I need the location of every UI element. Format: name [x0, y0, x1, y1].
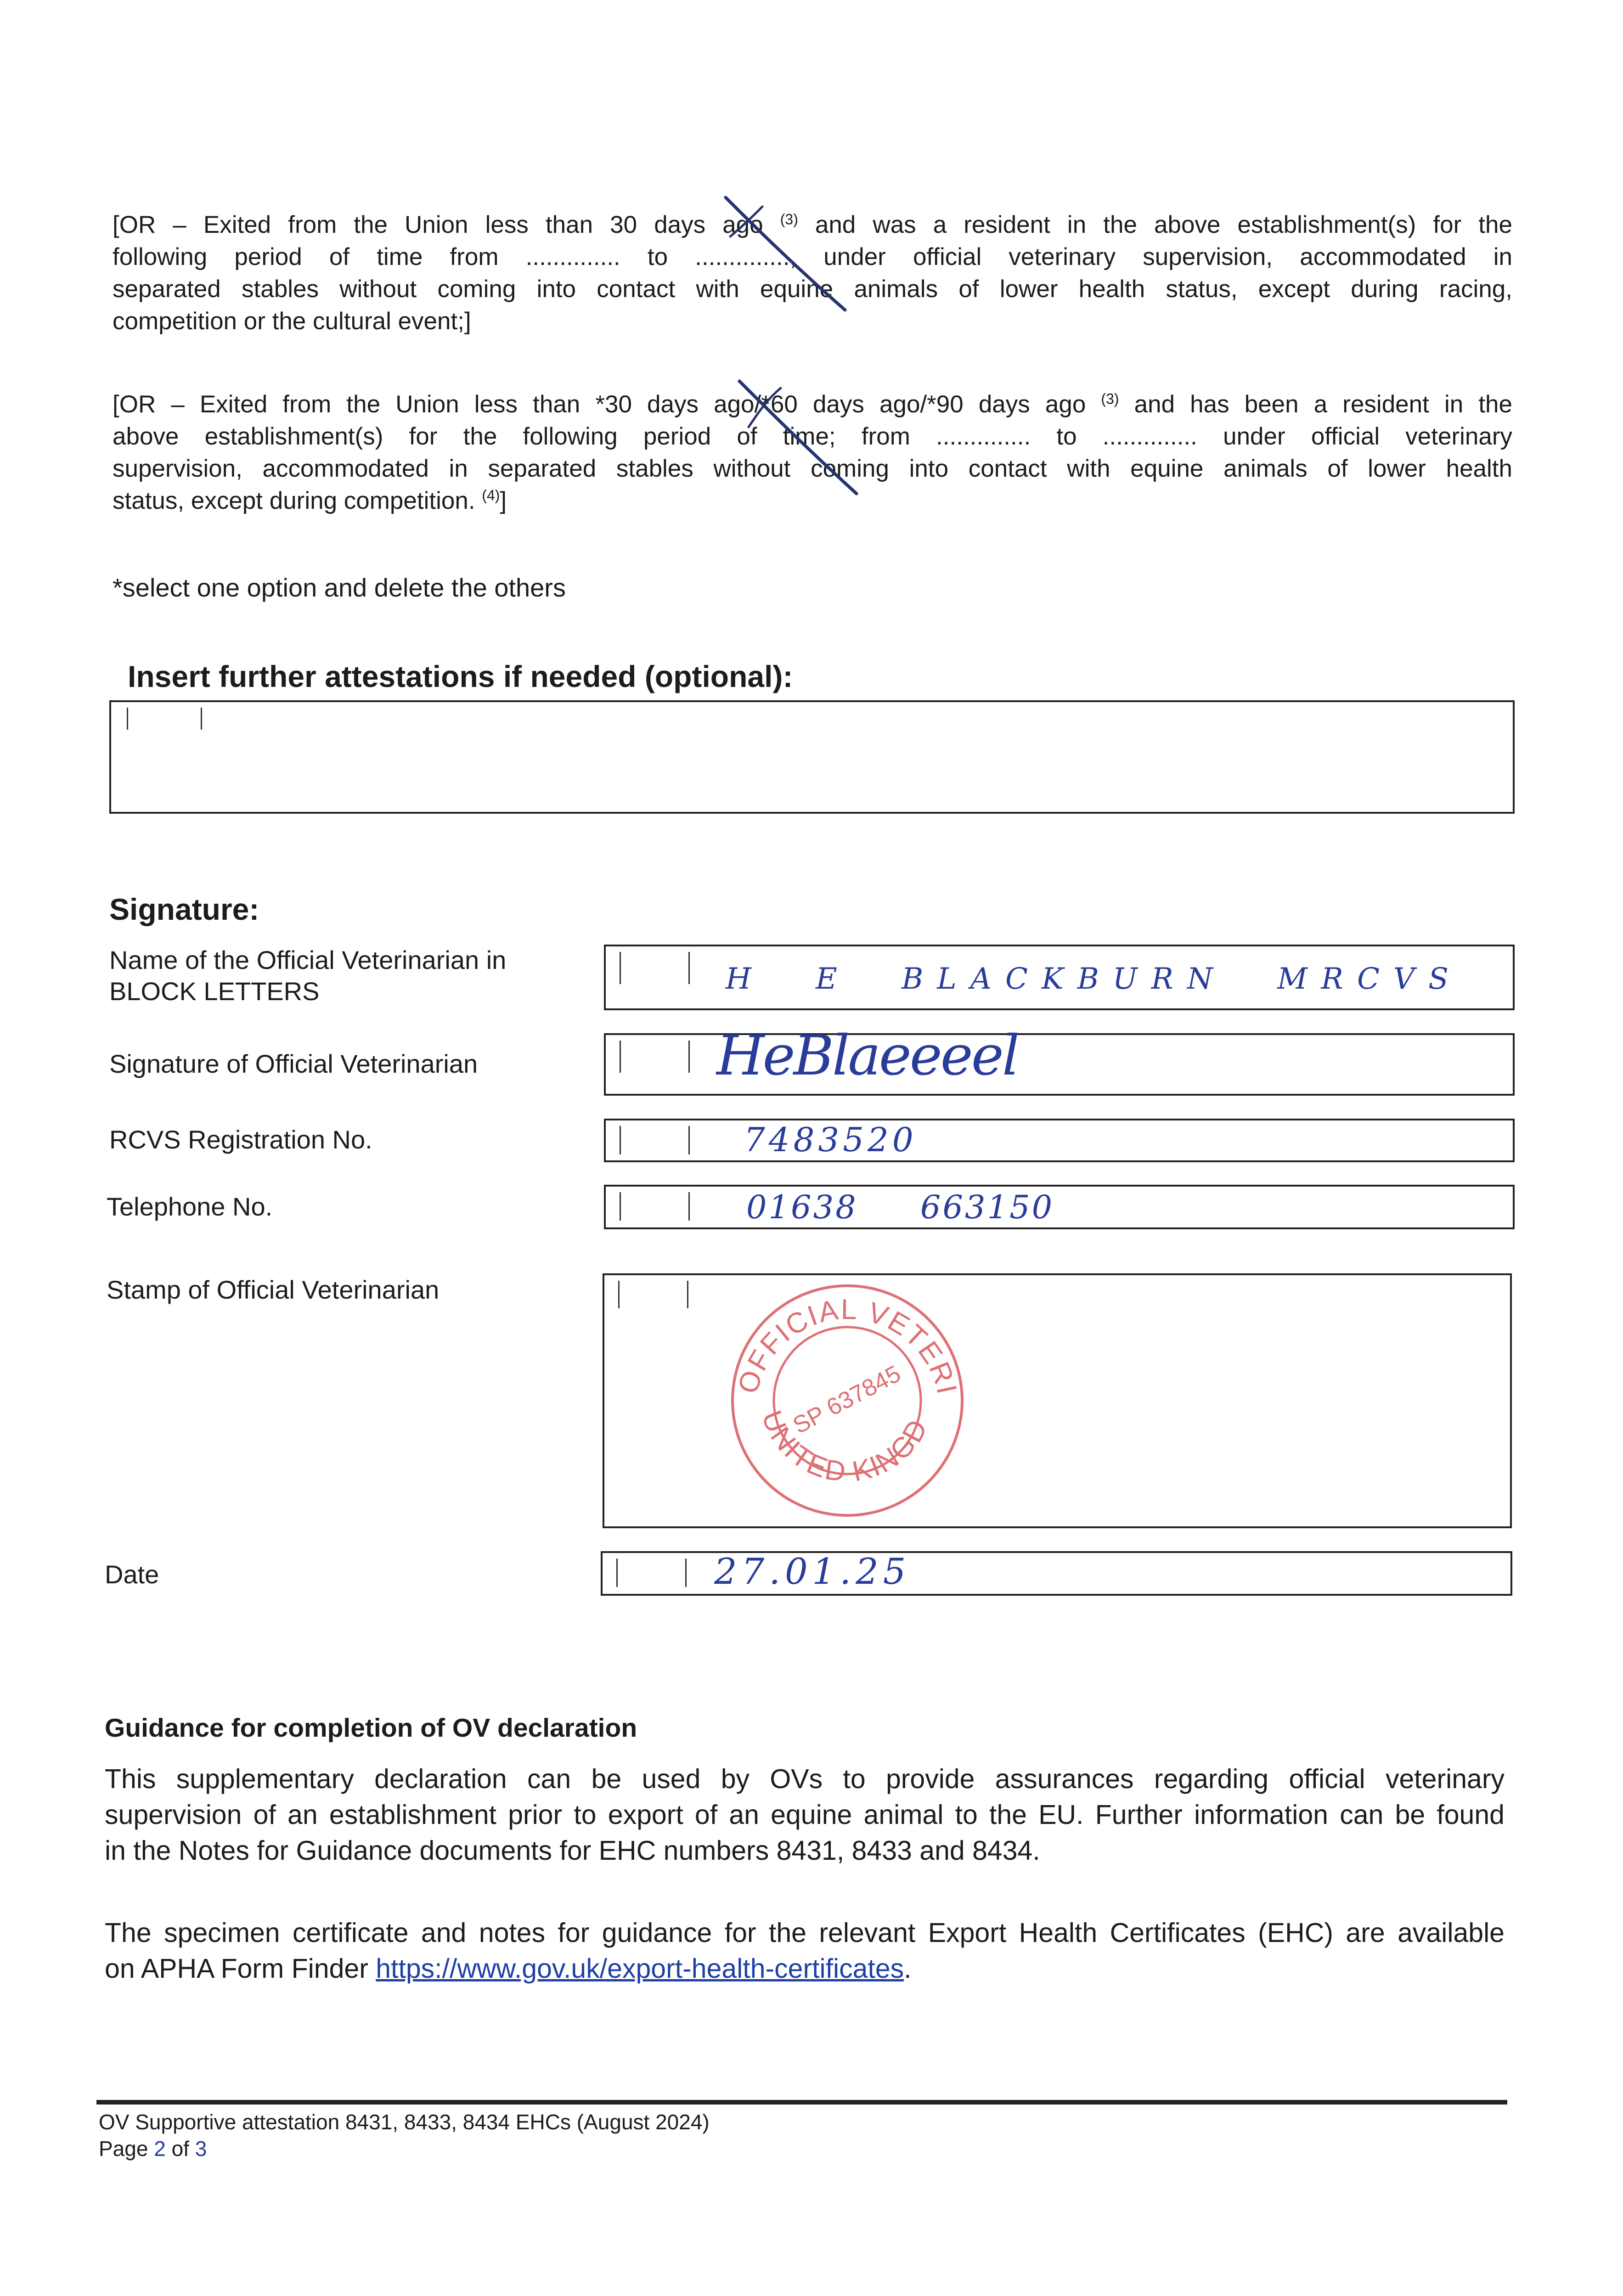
- rcvs-registration-handwriting: 7483520: [744, 1120, 917, 1159]
- paragraph1-line3: separated stables without coming into contact with equine animals of lower health status, except during racing,: [113, 276, 1512, 303]
- further-attestations-heading: Insert further attestations if needed (optional):: [128, 659, 793, 693]
- stamp-label: Stamp of Official Veterinarian: [107, 1275, 440, 1304]
- footnote-ref-3: (3): [780, 211, 798, 228]
- date-label: Date: [105, 1560, 159, 1589]
- paragraph1-line1-head: [OR – Exited from the Union less than 30 days ago: [113, 211, 763, 238]
- select-option-note: *select one option and delete the others: [113, 573, 566, 602]
- paragraph2-line3: supervision, accommodated in separated stables without coming into contact with equine animals of lower health: [113, 455, 1512, 482]
- telephone-field[interactable]: [604, 1185, 1515, 1229]
- footer-document-title: OV Supportive attestation 8431, 8433, 8434 EHCs (August 2024): [99, 2110, 710, 2134]
- footnote-ref-4: (4): [482, 487, 500, 504]
- stamp-top-text: OFFICIAL VETERINARIAN: [732, 1294, 963, 1398]
- further-attestations-box[interactable]: [109, 700, 1515, 814]
- signature-heading: Signature:: [109, 892, 259, 926]
- guidance-paragraph-2: The specimen certificate and notes for guidance for the relevant Export Health Certificates (EHC) are available on APHA Form Finder https://www.gov.uk/export-health-certificates.: [105, 1918, 1505, 1984]
- pen-strike-mark-2: [730, 377, 868, 501]
- footer-rule: [96, 2100, 1507, 2105]
- official-veterinarian-stamp: [716, 1277, 978, 1525]
- paragraph1-line2: following period of time from .............. to .............., under official veterinary supervision, accommodated in: [113, 243, 1512, 270]
- paragraph2-line1-head: [OR – Exited from the Union less than *30 days ago/*60 days ago/*90 days ago: [113, 391, 1086, 418]
- paragraph2-line4-head: status, except during competition.: [113, 487, 475, 514]
- date-handwriting: 27.01.25: [714, 1551, 911, 1593]
- rcvs-registration-label: RCVS Registration No.: [109, 1125, 372, 1154]
- ov-signature-handwriting: HeBlaeeeel: [716, 1024, 1018, 1088]
- ov-name-handwriting: H E BLACKBURN MRCVS: [726, 962, 1462, 996]
- telephone-label: Telephone No.: [107, 1192, 273, 1221]
- footer-page-number: Page 2 of 3: [99, 2137, 207, 2161]
- stamp-center-text: SP 637845: [789, 1360, 905, 1440]
- paragraph2-line1-tail: and has been a resident in the: [1134, 391, 1512, 418]
- telephone-handwriting: 01638 663150: [746, 1188, 1054, 1226]
- pen-strike-mark-1: [716, 193, 854, 317]
- ehc-form-finder-link[interactable]: https://www.gov.uk/export-health-certificates: [376, 1953, 904, 1984]
- footnote-ref-3b: (3): [1101, 390, 1119, 407]
- footer: [99, 2109, 710, 2162]
- guidance-heading: Guidance for completion of OV declaration: [105, 1713, 637, 1743]
- guidance-paragraph-1: This supplementary declaration can be used by OVs to provide assurances regarding official veterinary supervision of an establishment prior to export of an equine animal to the EU. Further information can be found in the Notes for Guidance documents for EHC numbers 8431, 8433 and 8434.: [105, 1764, 1505, 1866]
- ov-name-label: Name of the Official Veterinarian in BLOCK LETTERS: [109, 945, 507, 1006]
- stamp-bottom-text: UNITED KINGDOM: [755, 1406, 935, 1488]
- rcvs-registration-field[interactable]: [604, 1119, 1515, 1162]
- paragraph1-line4: competition or the cultural event;]: [113, 308, 471, 335]
- paragraph2-line4-tail: ]: [500, 487, 507, 514]
- paragraph1-line1-tail: and was a resident in the above establishment(s) for the: [815, 211, 1512, 238]
- paragraph2-line2: above establishment(s) for the following period of time; from .............. to .............. under official veterinary: [113, 423, 1512, 450]
- ov-signature-label: Signature of Official Veterinarian: [109, 1049, 478, 1078]
